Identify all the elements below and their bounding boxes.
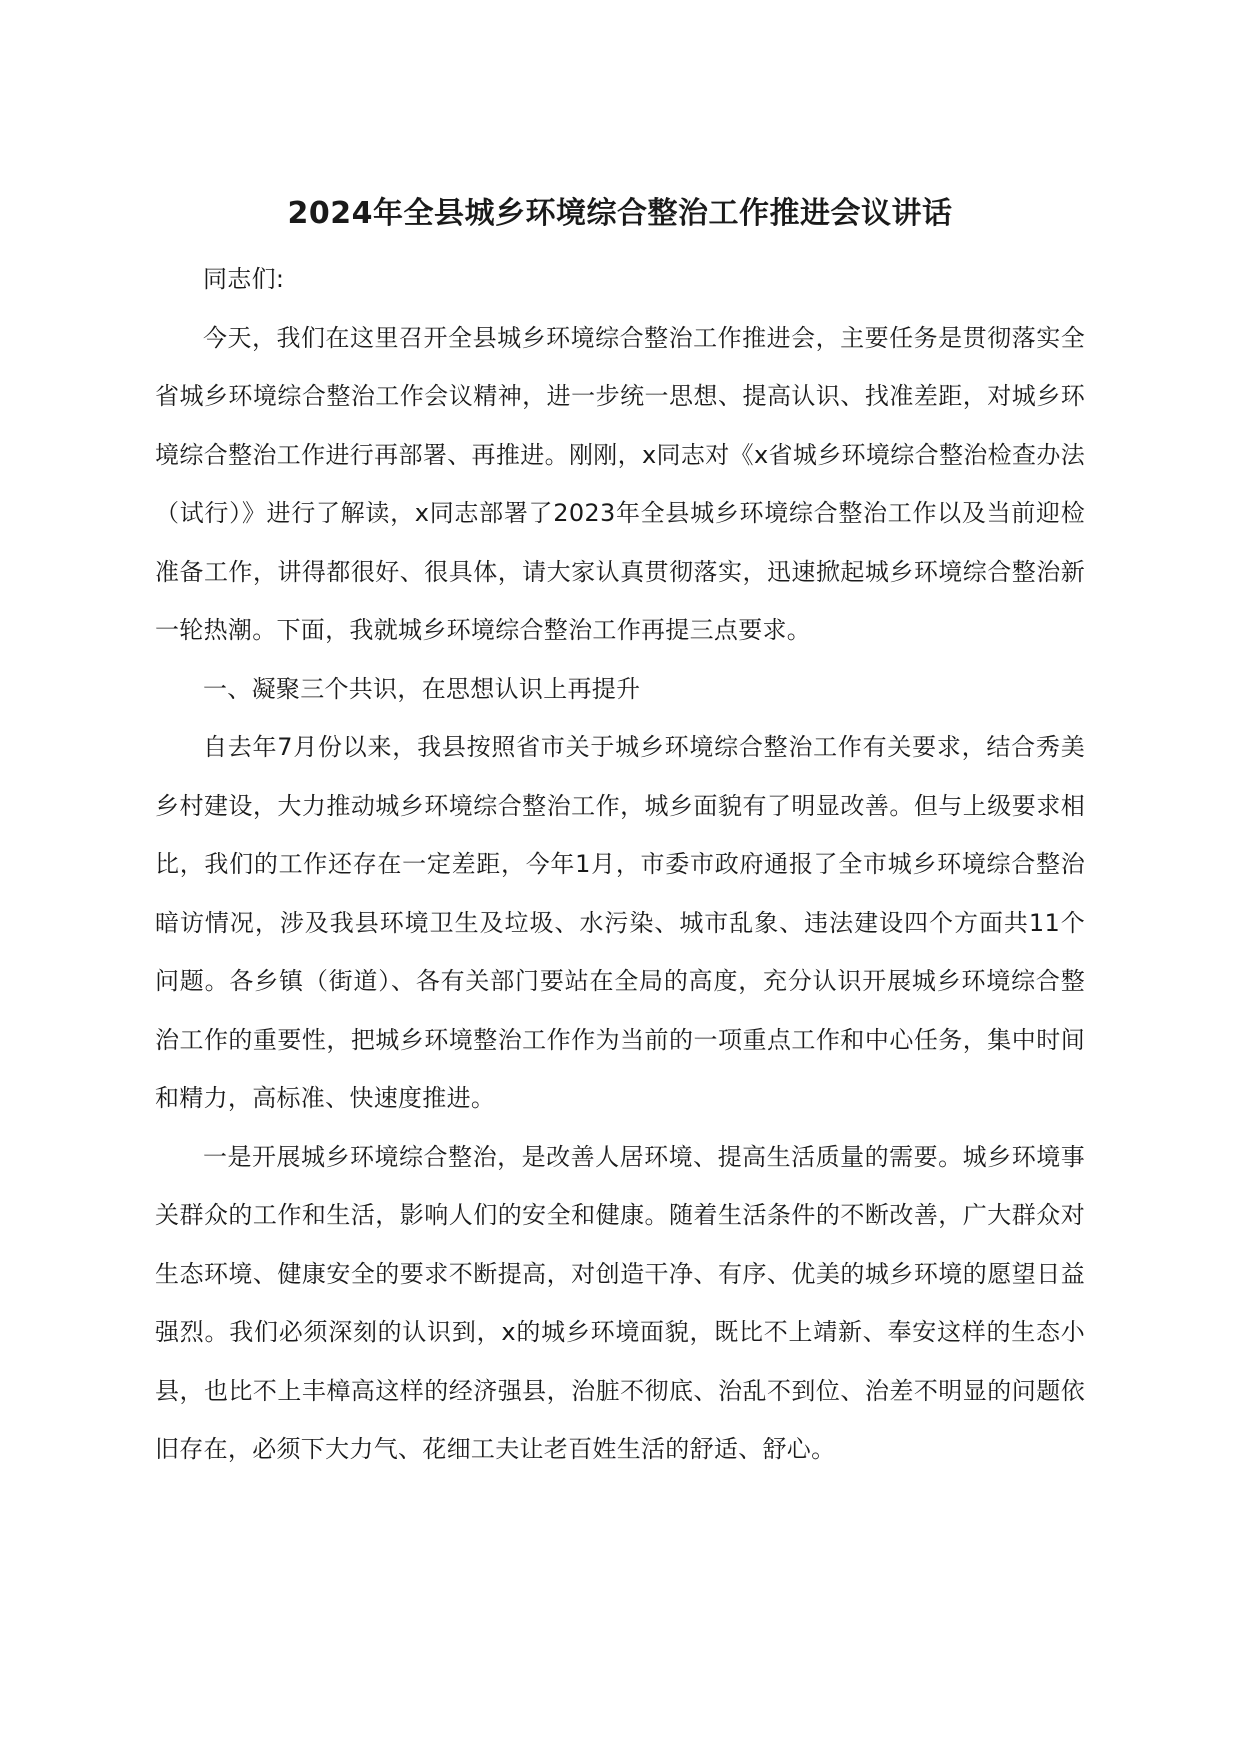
section-heading-1: 一、凝聚三个共识，在思想认识上再提升: [203, 674, 641, 703]
paragraph-point-1: 一是开展城乡环境综合整治，是改善人居环境、提高生活质量的需要。城乡环境事关群众的工作和生活，影响人们的安全和健康。随着生活条件的不断改善，广大群众对生态环境、健康安全的要求不断提高，对创造干净、有序、优美的城乡环境的愿望日益强烈。我们必须深刻的认识到，x的城乡环境面貌，既比不上靖新、奉安这样的生态小县，也比不上丰樟高这样的经济强县，治脏不彻底、治乱不到位、治差不明显的问题依旧存在，必须下大力气、花细工夫让老百姓生活的舒适、舒心。: [155, 1142, 1085, 1463]
document-body: [155, 250, 1085, 1479]
paragraph-background: 自去年7月份以来，我县按照省市关于城乡环境综合整治工作有关要求，结合秀美乡村建设，大力推动城乡环境综合整治工作，城乡面貌有了明显改善。但与上级要求相比，我们的工作还存在一定差距，今年1月，市委市政府通报了全市城乡环境综合整治暗访情况，涉及我县环境卫生及垃圾、水污染、城市乱象、违法建设四个方面共11个问题。各乡镇（街道）、各有关部门要站在全局的高度，充分认识开展城乡环境综合整治工作的重要性，把城乡环境整治工作作为当前的一项重点工作和中心任务，集中时间和精力，高标准、快速度推进。: [155, 733, 1085, 1112]
paragraph-intro: 今天，我们在这里召开全县城乡环境综合整治工作推进会，主要任务是贯彻落实全省城乡环境综合整治工作会议精神，进一步统一思想、提高认识、找准差距，对城乡环境综合整治工作进行再部署、再推进。刚刚，x同志对《x省城乡环境综合整治检查办法（试行）》进行了解读，x同志部署了2023年全县城乡环境综合整治工作以及当前迎检准备工作，讲得都很好、很具体，请大家认真贯彻落实，迅速掀起城乡环境综合整治新一轮热潮。下面，我就城乡环境综合整治工作再提三点要求。: [155, 323, 1085, 644]
document-title: 2024年全县城乡环境综合整治工作推进会议讲话: [287, 196, 953, 231]
salutation: 同志们:: [203, 265, 285, 293]
